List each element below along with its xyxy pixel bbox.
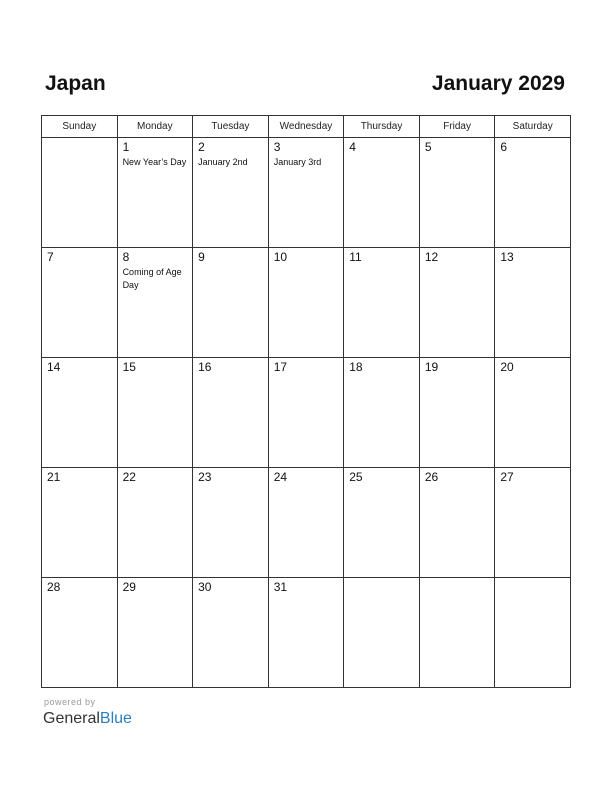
day-cell — [495, 248, 571, 358]
day-cell — [344, 468, 420, 578]
day-cell — [42, 468, 118, 578]
day-number: 11 — [349, 250, 362, 264]
day-cell — [193, 138, 269, 248]
weekday-header-tuesday: Tuesday — [193, 116, 269, 138]
week-row — [42, 248, 571, 358]
holiday-label: New Year’s Day — [122, 157, 187, 167]
day-cell — [268, 468, 344, 578]
day-number: 22 — [122, 470, 136, 484]
day-number: 15 — [122, 360, 136, 374]
weekday-header-sunday: Sunday — [42, 116, 118, 138]
day-cell — [419, 578, 495, 688]
brand-general-text: General — [43, 710, 100, 727]
day-cell — [495, 138, 571, 248]
weekday-header-thursday: Thursday — [344, 116, 420, 138]
day-cell — [42, 248, 118, 358]
weekday-header-saturday: Saturday — [495, 116, 571, 138]
day-number: 27 — [500, 470, 514, 484]
day-number: 20 — [500, 360, 514, 374]
weekday-header-friday: Friday — [419, 116, 495, 138]
day-number: 5 — [424, 140, 432, 154]
day-number: 18 — [349, 360, 363, 374]
week-row — [42, 468, 571, 578]
powered-by-label: powered by — [44, 697, 96, 707]
weekday-header-wednesday: Wednesday — [268, 116, 344, 138]
day-number: 10 — [273, 250, 288, 264]
day-number: 2 — [198, 140, 205, 154]
weekday-header-monday: Monday — [117, 116, 193, 138]
generalblue-logo[interactable] — [43, 709, 132, 729]
day-cell — [117, 468, 193, 578]
day-cell — [495, 468, 571, 578]
day-number: 3 — [273, 140, 281, 154]
week-row — [42, 358, 571, 468]
day-cell — [42, 138, 118, 248]
day-cell — [268, 358, 344, 468]
day-cell — [495, 358, 571, 468]
day-number: 29 — [122, 580, 136, 594]
day-cell — [193, 468, 269, 578]
day-cell — [419, 138, 495, 248]
day-number: 4 — [349, 140, 356, 154]
day-cell — [117, 138, 193, 248]
day-number: 28 — [47, 580, 61, 594]
day-cell — [42, 358, 118, 468]
day-cell — [117, 358, 193, 468]
day-number: 12 — [424, 250, 439, 264]
day-number: 25 — [349, 470, 363, 484]
day-cell — [344, 358, 420, 468]
day-number: 26 — [424, 470, 439, 484]
day-cell — [117, 578, 193, 688]
day-cell — [344, 248, 420, 358]
day-number: 9 — [198, 250, 205, 264]
day-cell — [193, 578, 269, 688]
day-number: 13 — [500, 250, 514, 264]
footer-branding — [43, 697, 132, 729]
day-number: 6 — [500, 140, 508, 154]
day-number: 7 — [47, 250, 54, 264]
day-number: 21 — [47, 470, 61, 484]
day-number: 16 — [198, 360, 212, 374]
day-number: 8 — [122, 250, 130, 264]
day-cell — [419, 248, 495, 358]
holiday-label: January 3rd — [273, 157, 322, 167]
day-number: 17 — [273, 360, 288, 374]
week-row — [42, 138, 571, 248]
day-number: 14 — [47, 360, 61, 374]
calendar-grid — [41, 115, 571, 688]
day-cell — [419, 468, 495, 578]
day-cell — [419, 358, 495, 468]
day-number: 24 — [273, 470, 288, 484]
day-number: 1 — [122, 140, 130, 154]
month-year-title: January 2029 — [431, 72, 565, 95]
day-number: 31 — [273, 580, 288, 594]
day-cell — [344, 578, 420, 688]
day-cell — [117, 248, 193, 358]
day-cell — [344, 138, 420, 248]
day-cell — [193, 358, 269, 468]
day-cell — [268, 138, 344, 248]
holiday-label: Coming of Age Day — [122, 267, 182, 290]
country-title: Japan — [45, 72, 106, 95]
day-number: 30 — [198, 580, 212, 594]
day-number: 23 — [198, 470, 212, 484]
day-cell — [42, 578, 118, 688]
brand-blue-text: Blue — [99, 710, 132, 727]
holiday-label: January 2nd — [198, 157, 248, 167]
day-cell — [268, 578, 344, 688]
week-row — [42, 578, 571, 688]
day-cell — [268, 248, 344, 358]
day-cell — [193, 248, 269, 358]
day-cell — [495, 578, 571, 688]
day-number: 19 — [424, 360, 439, 374]
weekday-header-row — [42, 116, 571, 138]
